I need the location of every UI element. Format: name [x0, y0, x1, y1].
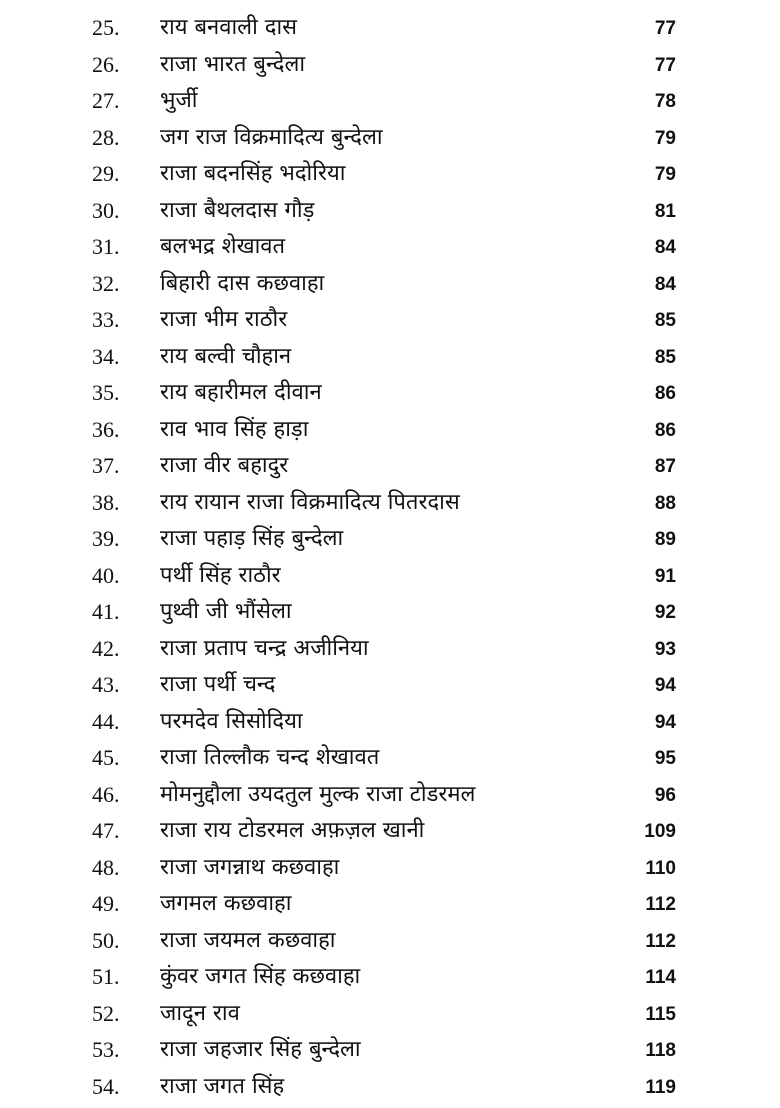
entry-number: 53.: [92, 1037, 120, 1062]
entry-title: राजा बदनसिंह भदोरिया: [160, 161, 346, 186]
entry-title: राजा वीर बहादुर: [160, 453, 289, 478]
entry-title: राय रायान राजा विक्रमादित्य पितरदास: [160, 489, 460, 515]
contents-entry: [0, 777, 780, 814]
entry-title: बिहारी दास कछवाहा: [160, 270, 325, 296]
contents-entry: [0, 850, 780, 887]
contents-entry: [0, 631, 780, 668]
entry-number: 45.: [92, 745, 120, 770]
entry-page-number: 92: [654, 602, 676, 623]
contents-entry: [0, 704, 780, 741]
entry-page-number: 118: [645, 1040, 676, 1061]
entry-title: कुंवर जगत सिंह कछवाहा: [160, 964, 361, 989]
entry-title: राजा भारत बुन्देला: [160, 51, 306, 77]
entry-page-number: 86: [654, 419, 676, 441]
entry-title: जग राज विक्रमादित्य बुन्देला: [160, 124, 383, 150]
entry-page-number: 94: [654, 675, 676, 696]
entry-number: 32.: [92, 270, 120, 296]
entry-page-number: 112: [645, 930, 676, 952]
entry-number: 42.: [92, 635, 120, 661]
contents-entry: [0, 266, 780, 303]
entry-number: 37.: [92, 453, 120, 478]
contents-entry: [0, 83, 780, 120]
entry-page-number: 112: [645, 894, 676, 915]
entry-number: 38.: [92, 489, 120, 515]
entry-title: राजा प्रताप चन्द्र अजीनिया: [160, 635, 369, 661]
entry-title: राजा राय टोडरमल अफ़ज़ल खानी: [160, 818, 425, 843]
contents-list: [0, 10, 780, 1105]
entry-title: राजा जयमल कछवाहा: [160, 927, 336, 953]
entry-number: 35.: [92, 380, 120, 405]
entry-page-number: 114: [645, 967, 676, 988]
entry-page-number: 88: [654, 492, 676, 514]
entry-number: 36.: [92, 416, 120, 442]
contents-entry: [0, 558, 780, 595]
entry-page-number: 85: [654, 310, 676, 331]
contents-entry: [0, 229, 780, 266]
entry-title: राजा बैथलदास गौड़: [160, 197, 315, 223]
entry-page-number: 84: [654, 273, 676, 295]
entry-title: पर्थी सिंह राठौर: [160, 562, 281, 588]
entry-number: 27.: [92, 88, 120, 113]
entry-number: 25.: [92, 15, 120, 40]
entry-page-number: 93: [654, 638, 676, 660]
entry-page-number: 84: [654, 237, 676, 258]
entry-number: 29.: [92, 161, 120, 186]
entry-title: मोमनुद्दौला उयदतुल मुल्क राजा टोडरमल: [160, 781, 476, 807]
entry-number: 33.: [92, 307, 120, 332]
entry-page-number: 77: [654, 18, 676, 39]
entry-page-number: 119: [645, 1076, 676, 1098]
entry-title: परमदेव सिसोदिया: [160, 708, 303, 734]
contents-entry: [0, 375, 780, 412]
entry-page-number: 85: [654, 346, 676, 368]
entry-number: 51.: [92, 964, 120, 989]
contents-entry: [0, 1032, 780, 1069]
entry-number: 48.: [92, 854, 120, 880]
contents-entry: [0, 1069, 780, 1106]
entry-title: भुर्जी: [160, 88, 198, 113]
contents-entry: [0, 339, 780, 376]
contents-entry: [0, 594, 780, 631]
contents-entry: [0, 886, 780, 923]
contents-entry: [0, 448, 780, 485]
entry-title: राय बनवाली दास: [160, 15, 298, 40]
contents-entry: [0, 521, 780, 558]
entry-title: राजा पहाड़ सिंह बुन्देला: [160, 526, 344, 551]
contents-entry: [0, 47, 780, 84]
entry-title: राव भाव सिंह हाड़ा: [160, 416, 309, 442]
entry-title: राजा जहजार सिंह बुन्देला: [160, 1037, 361, 1062]
entry-title: राय बहारीमल दीवान: [160, 380, 322, 405]
contents-entry: [0, 813, 780, 850]
entry-number: 50.: [92, 927, 120, 953]
entry-page-number: 79: [654, 127, 676, 149]
entry-number: 26.: [92, 51, 120, 77]
contents-entry: [0, 412, 780, 449]
entry-title: जगमल कछवाहा: [160, 891, 292, 916]
entry-number: 40.: [92, 562, 120, 588]
entry-page-number: 96: [654, 784, 676, 806]
contents-entry: [0, 120, 780, 157]
entry-number: 52.: [92, 1000, 120, 1026]
entry-page-number: 109: [644, 821, 676, 842]
entry-number: 47.: [92, 818, 120, 843]
entry-number: 28.: [92, 124, 120, 150]
entry-page-number: 95: [654, 748, 676, 769]
entry-number: 46.: [92, 781, 120, 807]
entry-title: जादून राव: [160, 1000, 240, 1026]
contents-entry: [0, 10, 780, 47]
entry-page-number: 87: [654, 456, 676, 477]
entry-page-number: 78: [654, 91, 676, 112]
entry-page-number: 79: [654, 164, 676, 185]
contents-entry: [0, 193, 780, 230]
entry-page-number: 94: [654, 711, 676, 733]
entry-title: राजा पर्थी चन्द: [160, 672, 276, 697]
contents-entry: [0, 302, 780, 339]
entry-title: बलभद्र शेखावत: [160, 234, 286, 259]
entry-number: 44.: [92, 708, 120, 734]
entry-title: पुथ्वी जी भौंसेला: [160, 599, 292, 624]
entry-title: राय बल्वी चौहान: [160, 343, 292, 369]
entry-number: 39.: [92, 526, 120, 551]
entry-page-number: 115: [645, 1003, 676, 1025]
entry-title: राजा जगन्नाथ कछवाहा: [160, 854, 340, 880]
contents-entry: [0, 923, 780, 960]
contents-entry: [0, 959, 780, 996]
entry-page-number: 91: [654, 565, 676, 587]
entry-number: 34.: [92, 343, 120, 369]
entry-number: 49.: [92, 891, 120, 916]
contents-entry: [0, 740, 780, 777]
contents-entry: [0, 156, 780, 193]
contents-entry: [0, 996, 780, 1033]
entry-title: राजा तिल्लौक चन्द शेखावत: [160, 745, 380, 770]
contents-entry: [0, 485, 780, 522]
entry-page-number: 110: [645, 857, 676, 879]
entry-number: 41.: [92, 599, 120, 624]
entry-title: राजा जगत सिंह: [160, 1073, 285, 1099]
entry-title: राजा भीम राठौर: [160, 307, 288, 332]
entry-page-number: 81: [654, 200, 676, 222]
entry-page-number: 77: [654, 54, 676, 76]
contents-entry: [0, 667, 780, 704]
entry-number: 54.: [92, 1073, 120, 1099]
entry-page-number: 86: [654, 383, 676, 404]
entry-page-number: 89: [654, 529, 676, 550]
entry-number: 31.: [92, 234, 120, 259]
entry-number: 43.: [92, 672, 120, 697]
entry-number: 30.: [92, 197, 120, 223]
